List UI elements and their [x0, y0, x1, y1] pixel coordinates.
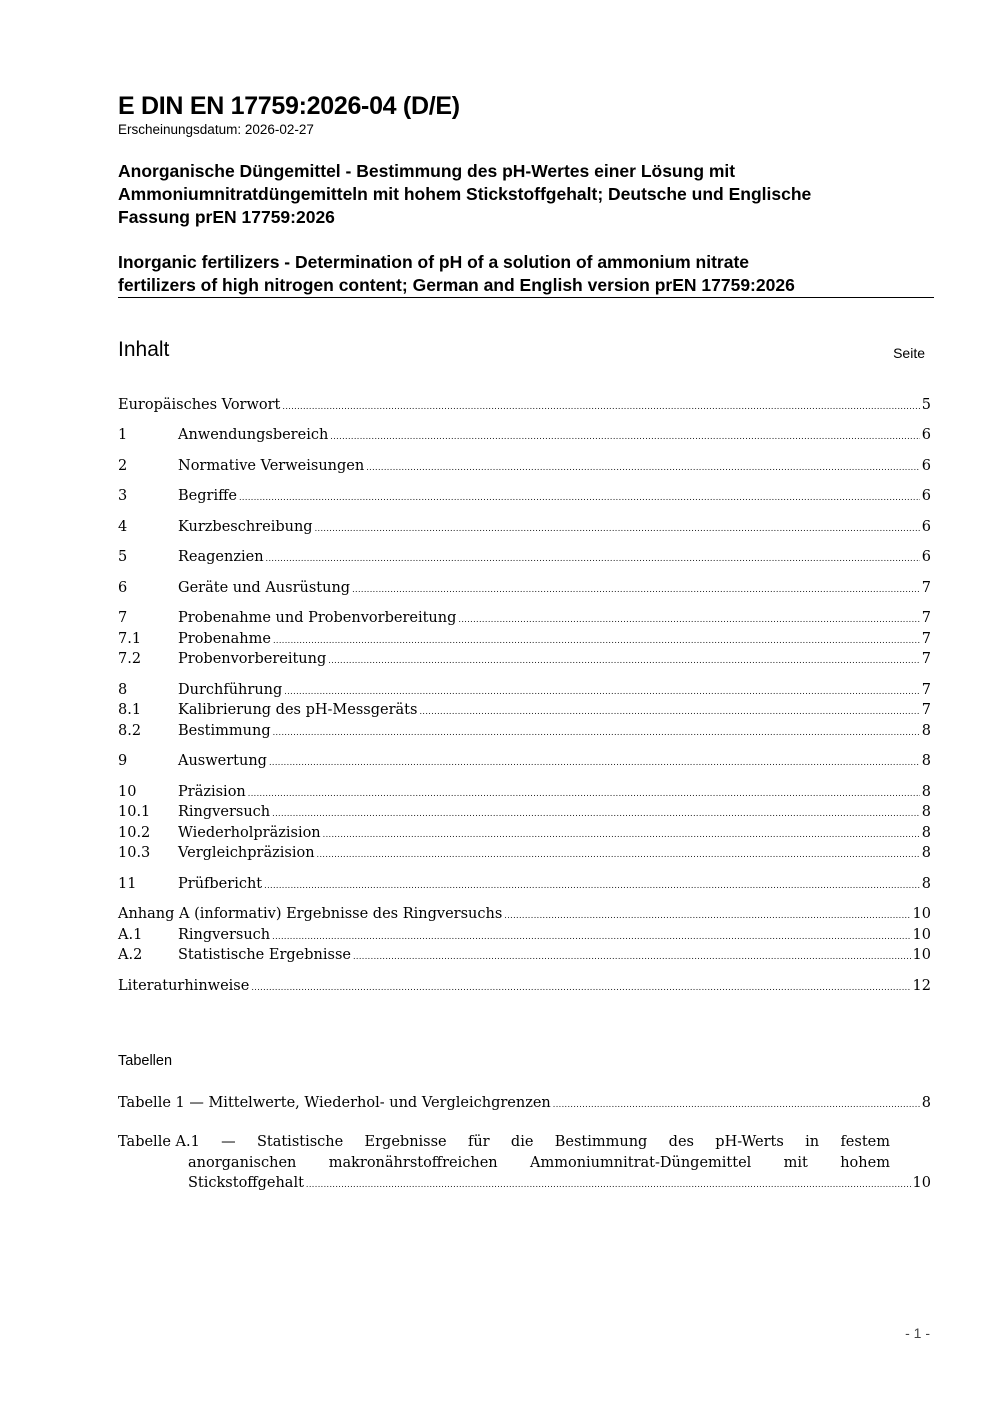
table-list-word: festem — [840, 1134, 890, 1150]
toc-entry-page: 7 — [921, 702, 931, 718]
table-list-page: 8 — [921, 1095, 931, 1111]
german-title — [118, 160, 933, 229]
toc-entry[interactable] — [118, 680, 931, 700]
toc-entry-title: Durchführung — [178, 682, 283, 698]
table-list-word: Ergebnisse — [364, 1134, 447, 1150]
toc-entry-title: Probenvorbereitung — [178, 651, 327, 667]
toc-entry[interactable] — [118, 751, 931, 771]
toc-entry-title: Auswertung — [178, 753, 267, 769]
table-list-word: Statistische — [256, 1134, 344, 1150]
document-id: E DIN EN 17759:2026-04 (D/E) — [118, 92, 460, 120]
table-list-word: makronährstoffreichen — [328, 1154, 498, 1171]
toc-entry[interactable] — [118, 517, 931, 537]
dot-leader — [272, 802, 920, 824]
toc-entry-number: 7 — [118, 610, 128, 626]
toc-heading: Inhalt — [118, 338, 170, 361]
toc-entry[interactable] — [118, 456, 931, 476]
toc-entry[interactable] — [118, 608, 931, 628]
toc-entry-number: A.2 — [118, 947, 143, 963]
toc-entry-number: 3 — [118, 488, 128, 504]
toc-entry[interactable] — [118, 486, 931, 506]
dot-leader — [323, 823, 920, 845]
toc-entry-page: 5 — [921, 397, 931, 413]
toc-entry-page: 6 — [921, 458, 931, 474]
english-title — [118, 251, 933, 297]
toc-entry[interactable] — [118, 782, 931, 802]
toc-entry[interactable] — [118, 547, 931, 567]
table-list-word: die — [510, 1134, 534, 1150]
toc-entry-number: 10.1 — [118, 804, 151, 820]
dot-leader — [284, 680, 919, 702]
table-list-word: in — [805, 1134, 820, 1150]
toc-entry-page: 6 — [921, 488, 931, 504]
toc-entry-title: Kalibrierung des pH-Messgeräts — [178, 702, 418, 718]
tables-heading: Tabellen — [118, 1053, 173, 1069]
table-list-word: hohem — [840, 1154, 890, 1171]
table-list-word: mit — [783, 1154, 808, 1171]
table-list-word: anorganischen — [188, 1154, 297, 1171]
toc-entry[interactable] — [118, 649, 931, 669]
toc-entry-page: 8 — [921, 723, 931, 739]
toc-entry-page: 8 — [921, 825, 931, 841]
dot-leader — [269, 751, 920, 773]
table-list-word: — — [221, 1134, 236, 1150]
toc-entry[interactable] — [118, 700, 931, 720]
dot-leader — [317, 843, 920, 865]
toc-entry-page: 6 — [921, 427, 931, 443]
table-list-item[interactable] — [118, 1093, 931, 1115]
table-list-line — [118, 1132, 890, 1153]
toc-entry-title: Vergleichpräzision — [178, 845, 315, 861]
toc-entry-title: Begriffe — [178, 488, 237, 504]
toc-entry-page: 7 — [921, 610, 931, 626]
toc-entry-number: 8.1 — [118, 702, 142, 718]
table-list-line — [188, 1173, 931, 1196]
dot-leader — [419, 700, 919, 722]
table-list-item-multiline[interactable] — [118, 1132, 931, 1196]
toc-entry-page: 8 — [921, 784, 931, 800]
toc-entry-page: 7 — [921, 682, 931, 698]
dot-leader — [353, 945, 911, 967]
toc-entry-number: 1 — [118, 427, 128, 443]
toc-entry-title: Probenahme und Probenvorbereitung — [178, 610, 457, 626]
toc-entry-number: 2 — [118, 458, 128, 474]
toc-entry[interactable] — [118, 721, 931, 741]
toc-entry-title: Ringversuch — [178, 927, 271, 943]
toc-entry-number: 10.3 — [118, 845, 151, 861]
dot-leader — [553, 1093, 920, 1115]
toc-entry-title: Statistische Ergebnisse — [178, 947, 351, 963]
toc-entry[interactable] — [118, 874, 931, 894]
table-list-line — [188, 1153, 890, 1174]
toc-entry-title: Präzision — [178, 784, 246, 800]
page-number: - 1 - — [905, 1325, 930, 1341]
dot-leader — [330, 425, 919, 447]
dot-leader — [366, 456, 920, 478]
toc-entry[interactable] — [118, 823, 931, 843]
toc-entry-page: 6 — [921, 519, 931, 535]
dot-leader — [282, 395, 919, 417]
toc-entry[interactable] — [118, 395, 931, 415]
toc-entry-page: 8 — [921, 876, 931, 892]
dot-leader — [504, 904, 910, 926]
toc-entry-title: Kurzbeschreibung — [178, 519, 313, 535]
dot-leader — [239, 486, 920, 508]
english-title-line: Inorganic fertilizers - Determination of pH of a solution of ammonium nitrate — [118, 252, 750, 272]
toc-entry-number: 8.2 — [118, 723, 142, 739]
toc-entry-title: Ringversuch — [178, 804, 271, 820]
title-underline — [118, 297, 934, 298]
german-title-line: Ammoniumnitratdüngemitteln mit hohem Stickstoffgehalt; Deutsche und Englische — [118, 184, 812, 204]
toc-entry-title: Reagenzien — [178, 549, 264, 565]
toc-entry-number: 8 — [118, 682, 128, 698]
toc-entry-title: Anwendungsbereich — [178, 427, 329, 443]
page-column-label: Seite — [893, 345, 925, 361]
toc-entry-page: 6 — [921, 549, 931, 565]
dot-leader — [328, 649, 919, 671]
toc-entry[interactable] — [118, 843, 931, 863]
publication-date: Erscheinungsdatum: 2026-02-27 — [118, 122, 314, 137]
toc-entry-page: 10 — [912, 947, 931, 963]
german-title-line: Fassung prEN 17759:2026 — [118, 207, 335, 227]
table-list-title: Tabelle 1 — Mittelwerte, Wiederhol- und Vergleichgrenzen — [118, 1095, 551, 1111]
dot-leader — [352, 578, 920, 600]
toc-entry-title: Literaturhinweise — [118, 978, 250, 994]
toc-entry[interactable] — [118, 802, 931, 822]
toc-entry[interactable] — [118, 578, 931, 598]
toc-entry-title: Prüfbericht — [178, 876, 263, 892]
toc-entry-page: 7 — [921, 631, 931, 647]
toc-entry-number: A.1 — [118, 927, 143, 943]
table-list-title-end: Stickstoffgehalt — [188, 1175, 304, 1191]
toc-entry-number: 11 — [118, 876, 137, 892]
toc-entry-title: Probenahme — [178, 631, 271, 647]
german-title-line: Anorganische Düngemittel - Bestimmung des pH-Wertes einer Lösung mit — [118, 161, 736, 181]
toc-entry[interactable] — [118, 629, 931, 649]
toc-entry-number: 6 — [118, 580, 128, 596]
toc-entry-number: 5 — [118, 549, 128, 565]
dot-leader — [273, 629, 920, 651]
toc-entry-page: 12 — [912, 978, 931, 994]
dot-leader — [266, 547, 920, 569]
dot-leader — [251, 976, 910, 998]
toc-entry-number: 10.2 — [118, 825, 151, 841]
toc-entry-title: Europäisches Vorwort — [118, 397, 281, 413]
table-list-word: Bestimmung — [554, 1134, 648, 1150]
table-list-word: für — [467, 1134, 490, 1150]
dot-leader — [273, 721, 920, 743]
toc-entry[interactable] — [118, 976, 931, 996]
table-list-word: Tabelle A.1 — [118, 1134, 200, 1150]
toc-entry-page: 7 — [921, 580, 931, 596]
toc-entry-page: 8 — [921, 804, 931, 820]
toc-entry-number: 7.2 — [118, 651, 142, 667]
toc-entry-number: 10 — [118, 784, 137, 800]
toc-entry[interactable] — [118, 904, 931, 924]
toc-entry[interactable] — [118, 425, 931, 445]
toc-entry-title: Anhang A (informativ) Ergebnisse des Ringversuchs — [118, 906, 503, 922]
toc-entry-title: Wiederholpräzision — [178, 825, 321, 841]
table-list-page: 10 — [912, 1175, 931, 1191]
dot-leader — [248, 782, 920, 804]
dot-leader — [272, 925, 910, 947]
dot-leader — [264, 874, 920, 896]
table-list-word: Ammoniumnitrat-Düngemittel — [530, 1154, 752, 1171]
toc-entry-title: Normative Verweisungen — [178, 458, 365, 474]
toc-entry-page: 8 — [921, 753, 931, 769]
table-list-word: des — [668, 1134, 694, 1150]
english-title-line: fertilizers of high nitrogen content; German and English version prEN 17759:2026 — [118, 275, 795, 295]
dot-leader — [315, 517, 920, 539]
toc-entry[interactable] — [118, 945, 931, 965]
dot-leader — [306, 1173, 911, 1196]
toc-entry-page: 7 — [921, 651, 931, 667]
toc-entry-number: 4 — [118, 519, 128, 535]
dot-leader — [458, 608, 919, 630]
toc-entry-page: 10 — [912, 906, 931, 922]
table-list-word: pH-Werts — [715, 1134, 784, 1150]
toc-entry-number: 9 — [118, 753, 128, 769]
toc-entry-page: 8 — [921, 845, 931, 861]
toc-entry-title: Geräte und Ausrüstung — [178, 580, 351, 596]
toc-entry-page: 10 — [912, 927, 931, 943]
toc-entry-number: 7.1 — [118, 631, 142, 647]
toc-entry[interactable] — [118, 925, 931, 945]
toc-entry-title: Bestimmung — [178, 723, 271, 739]
